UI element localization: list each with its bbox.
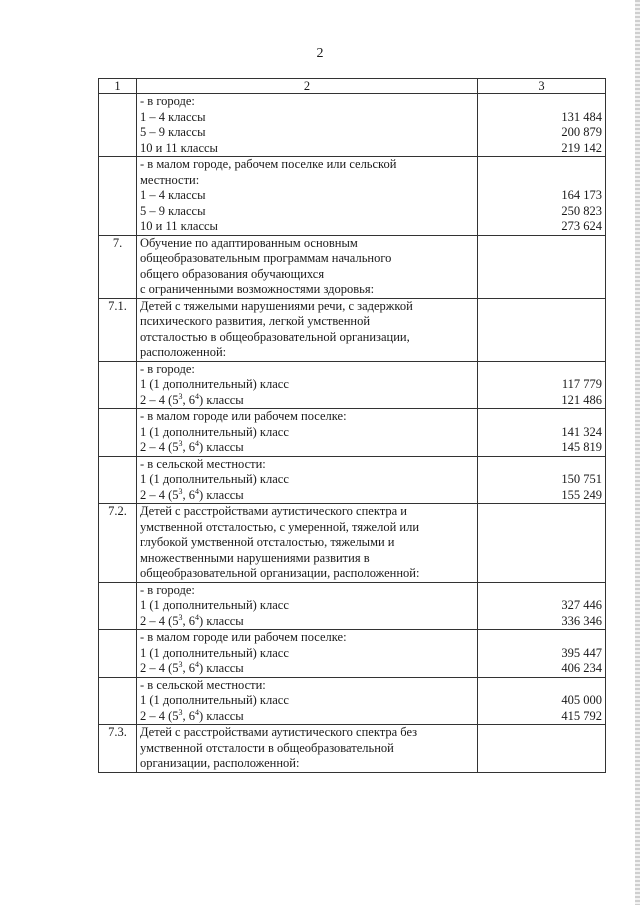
row-number-cell	[99, 630, 137, 678]
amount-value: 219 142	[561, 140, 602, 155]
table-row	[99, 361, 606, 409]
row-number-cell	[99, 361, 137, 409]
description-line: множественными нарушениями развития в	[140, 550, 370, 565]
amount-value: 405 000	[561, 693, 602, 707]
table-header-row	[99, 79, 606, 94]
amount-value: 415 792	[561, 708, 602, 723]
amount-spacer	[481, 678, 602, 694]
description-line: Детей с расстройствами аутистического спектра и	[140, 504, 407, 518]
description-cell	[137, 677, 478, 725]
description-line: отсталостью в общеобразовательной организации,	[140, 329, 410, 344]
description-cell	[137, 725, 478, 773]
description-line: - в городе:	[140, 582, 195, 597]
table-row	[99, 235, 606, 298]
amount-cell	[478, 235, 606, 298]
description-line: - в городе:	[140, 361, 195, 376]
row-number-cell: 7.2.	[99, 504, 137, 583]
amount-cell	[478, 725, 606, 773]
row-number-cell: 7.1.	[99, 298, 137, 361]
description-cell	[137, 157, 478, 236]
amount-cell	[478, 677, 606, 725]
amount-cell	[478, 157, 606, 236]
description-line: - в малом городе, рабочем поселке или сельской	[140, 157, 397, 171]
description-line: 1 (1 дополнительный) класс	[140, 645, 289, 660]
amount-spacer	[481, 157, 602, 173]
amount-cell	[478, 298, 606, 361]
description-line: общеобразовательным программам начального	[140, 251, 392, 265]
amount-cell	[478, 456, 606, 504]
description-cell	[137, 630, 478, 678]
description-line: 5 – 9 классы	[140, 125, 206, 139]
amount-value: 141 324	[561, 424, 602, 439]
description-line: Детей с тяжелыми нарушениями речи, с задержкой	[140, 298, 413, 313]
description-cell	[137, 582, 478, 630]
amount-value: 150 751	[561, 472, 602, 486]
description-line: 10 и 11 классы	[140, 140, 218, 155]
table-row	[99, 725, 606, 773]
description-line: 1 (1 дополнительный) класс	[140, 377, 289, 391]
page-number: 2	[316, 46, 324, 61]
description-line: 2 – 4 ($5^3$, $6^4$) классы	[140, 391, 244, 407]
table-row	[99, 582, 606, 630]
description-line: 2 – 4 ($5^3$, $6^4$) классы	[140, 438, 244, 454]
amount-value: 155 249	[561, 487, 602, 502]
amount-spacer	[481, 630, 602, 646]
amount-spacer	[481, 94, 602, 110]
description-cell	[137, 361, 478, 409]
description-line: 2 – 4 ($5^3$, $6^4$) классы	[140, 612, 244, 628]
description-line: расположенной:	[140, 345, 227, 359]
description-line: умственной отсталостью, с умеренной, тяжелой или	[140, 519, 420, 534]
description-line: умственной отсталости в общеобразовательной	[140, 740, 394, 755]
table-row	[99, 409, 606, 457]
description-cell	[137, 409, 478, 457]
amount-spacer	[481, 583, 602, 599]
description-line: 2 – 4 ($5^3$, $6^4$) классы	[140, 707, 244, 723]
column-header-3: 3	[478, 79, 606, 94]
table-row	[99, 504, 606, 583]
description-line: глубокой умственной отсталостью, тяжелыми и	[140, 535, 395, 549]
table-row	[99, 456, 606, 504]
amount-value: 327 446	[561, 598, 602, 612]
description-line: 1 (1 дополнительный) класс	[140, 472, 289, 486]
amount-value: 273 624	[561, 219, 602, 233]
table-row	[99, 157, 606, 236]
description-line: 2 – 4 ($5^3$, $6^4$) классы	[140, 659, 244, 675]
amount-value: 395 447	[561, 645, 602, 660]
description-line: общего образования обучающихся	[140, 266, 325, 281]
description-line: 1 (1 дополнительный) класс	[140, 424, 289, 439]
amount-cell	[478, 582, 606, 630]
description-cell	[137, 235, 478, 298]
row-number-cell	[99, 582, 137, 630]
column-header-2: 2	[137, 79, 478, 94]
row-number-cell: 7.3.	[99, 725, 137, 773]
description-line: - в городе:	[140, 94, 195, 108]
amount-cell	[478, 409, 606, 457]
description-cell	[137, 456, 478, 504]
row-number-cell: 7.	[99, 235, 137, 298]
amount-value: 145 819	[561, 440, 602, 454]
amount-value: 131 484	[561, 109, 602, 124]
amount-value: 406 234	[561, 661, 602, 675]
tariff-table	[98, 78, 606, 773]
description-line: с ограниченными возможностями здоровья:	[140, 282, 375, 296]
amount-value: 336 346	[561, 613, 602, 628]
amount-cell	[478, 361, 606, 409]
scan-edge	[635, 0, 640, 905]
description-line: 1 – 4 классы	[140, 109, 206, 124]
description-line: 2 – 4 ($5^3$, $6^4$) классы	[140, 486, 244, 502]
amount-value: 250 823	[561, 203, 602, 218]
amount-value: 200 879	[561, 125, 602, 139]
amount-cell	[478, 630, 606, 678]
column-header-1: 1	[99, 79, 137, 94]
row-number-cell	[99, 409, 137, 457]
description-line: организации, расположенной:	[140, 756, 300, 770]
table-row	[99, 677, 606, 725]
amount-cell	[478, 94, 606, 157]
description-line: местности:	[140, 172, 200, 187]
description-line: - в сельской местности:	[140, 456, 266, 471]
description-line: Детей с расстройствами аутистического спектра без	[140, 725, 418, 739]
description-line: 1 (1 дополнительный) класс	[140, 693, 289, 707]
amount-spacer	[481, 409, 602, 425]
row-number-cell	[99, 94, 137, 157]
amount-value: 121 486	[561, 392, 602, 407]
amount-value: 117 779	[561, 377, 602, 391]
amount-spacer	[481, 173, 602, 189]
row-number-cell	[99, 456, 137, 504]
table-row	[99, 630, 606, 678]
description-line: - в малом городе или рабочем поселке:	[140, 630, 347, 644]
amount-spacer	[481, 457, 602, 473]
table-row	[99, 94, 606, 157]
description-line: - в сельской местности:	[140, 677, 266, 692]
description-cell	[137, 298, 478, 361]
amount-cell	[478, 504, 606, 583]
description-line: 1 (1 дополнительный) класс	[140, 598, 289, 612]
description-cell	[137, 94, 478, 157]
amount-spacer	[481, 362, 602, 378]
description-line: общеобразовательной организации, расположенной:	[140, 566, 420, 580]
description-line: психического развития, легкой умственной	[140, 314, 371, 328]
row-number-cell	[99, 677, 137, 725]
description-line: Обучение по адаптированным основным	[140, 235, 358, 250]
description-line: - в малом городе или рабочем поселке:	[140, 409, 347, 423]
row-number-cell	[99, 157, 137, 236]
amount-value: 164 173	[561, 188, 602, 202]
description-line: 1 – 4 классы	[140, 188, 206, 202]
description-line: 5 – 9 классы	[140, 203, 206, 218]
description-cell	[137, 504, 478, 583]
description-line: 10 и 11 классы	[140, 219, 218, 233]
table-row	[99, 298, 606, 361]
